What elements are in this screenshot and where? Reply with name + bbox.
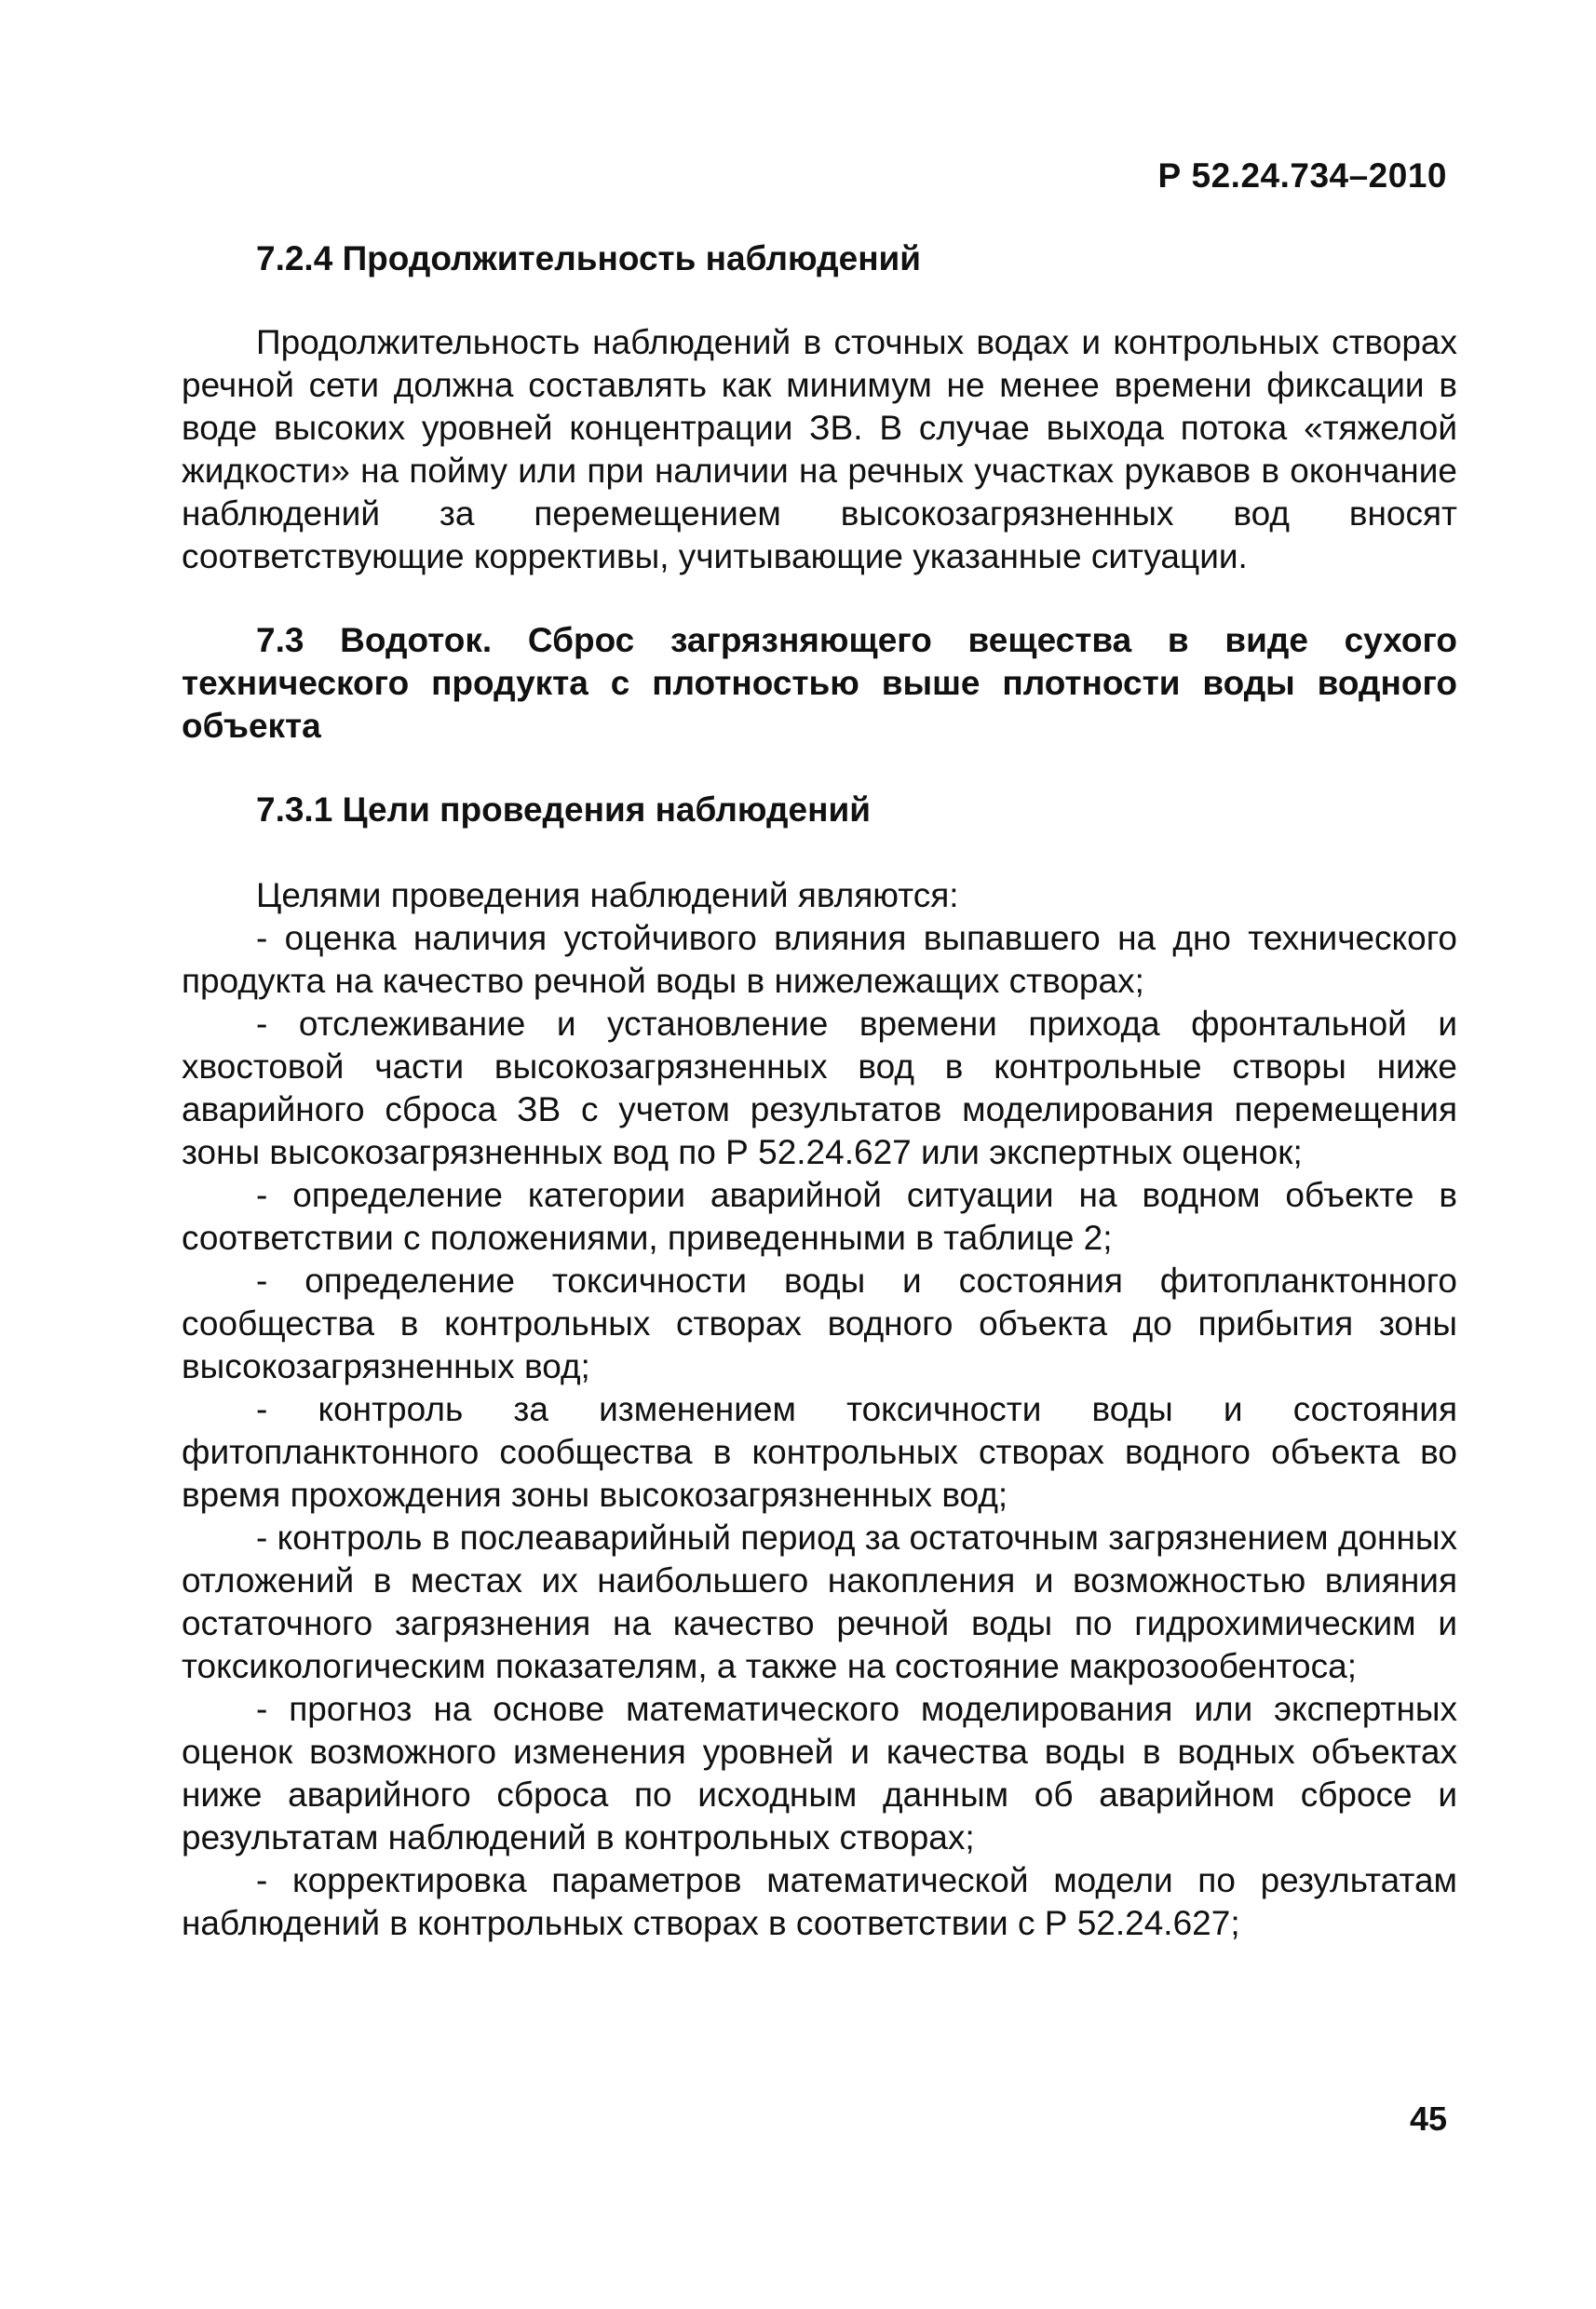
page-content (182, 237, 1457, 1945)
document-code: Р 52.24.734–2010 (1157, 156, 1447, 195)
page-number: 45 (1409, 2100, 1447, 2138)
goals-intro: Целями проведения наблюдений являются: (256, 876, 959, 914)
list-item: - корректировка параметров математической модели по результатам наблюдений в контрольных створах в соответствии с Р 52.24.627; (182, 1861, 1457, 1942)
list-item: - определение токсичности воды и состояния фитопланктонного сообщества в контрольных створах водного объекта до прибытия зоны высокозагрязненных вод; (182, 1262, 1457, 1385)
list-item: - контроль в послеаварийный период за остаточным загрязнением донных отложений в местах их наибольшего накопления и возможностью влияния остаточного загрязнения на качество речной воды по гидрохимическим и токсикологическим показателям, а также на состояние макрозообентоса; (182, 1519, 1457, 1685)
list-item: - определение категории аварийной ситуации на водном объекте в соответствии с положениями, приведенными в таблице 2; (182, 1176, 1457, 1257)
list-item: - оценка наличия устойчивого влияния выпавшего на дно технического продукта на качество речной воды в нижележащих створах; (182, 919, 1457, 1000)
spacer (182, 831, 1457, 874)
section-heading-7-3: 7.3 Водоток. Сброс загрязняющего вещества в виде сухого технического продукта с плотностью выше плотности воды водного объекта (182, 621, 1457, 745)
section-heading-7-3-1: 7.3.1 Цели проведения наблюдений (256, 790, 871, 829)
list-item: - отслеживание и установление времени прихода фронтальной и хвостовой части высокозагрязненных вод в контрольные створы ниже аварийного сброса ЗВ с учетом результатов моделирования перемещения зоны высокозагрязненных вод по Р 52.24.627 или экспертных оценок; (182, 1005, 1457, 1171)
section-heading-7-2-4: 7.2.4 Продолжительность наблюдений (256, 239, 922, 277)
paragraph-duration: Продолжительность наблюдений в сточных водах и контрольных створах речной сети должна составлять как минимум не менее времени фиксации в воде высоких уровней концентрации ЗВ. В случае выхода потока «тяжелой жидкости» на пойму или при наличии на речных участках рукавов в окончание наблюдений за перемещением высокозагрязненных вод вносят соответствующие коррективы, учитывающие указанные ситуации. (182, 323, 1457, 575)
spacer (182, 578, 1457, 619)
goals-list (182, 917, 1457, 1945)
list-item: - прогноз на основе математического моделирования или экспертных оценок возможного изменения уровней и качества воды в водных объектах ниже аварийного сброса по исходным данным об аварийном сбросе и результатам наблюдений в контрольных створах; (182, 1690, 1457, 1857)
list-item: - контроль за изменением токсичности воды и состояния фитопланктонного сообщества в контрольных створах водного объекта во время прохождения зоны высокозагрязненных вод; (182, 1390, 1457, 1514)
spacer (182, 280, 1457, 321)
spacer (182, 748, 1457, 789)
